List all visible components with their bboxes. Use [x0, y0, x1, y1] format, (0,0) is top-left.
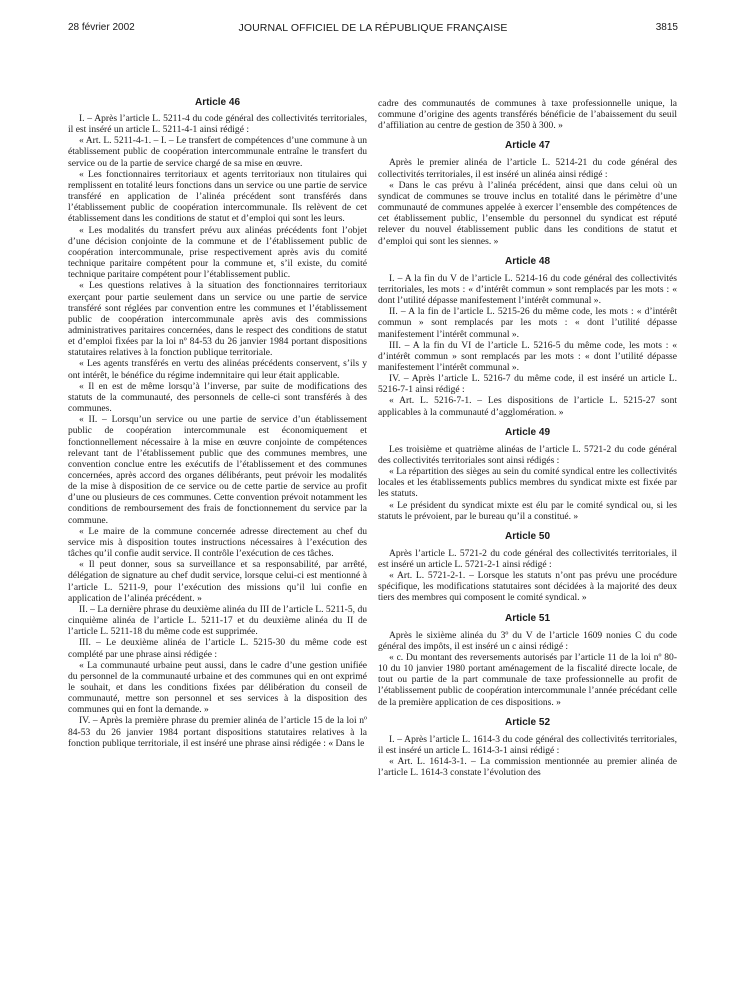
paragraph: « Les fonctionnaires territoriaux et agents territoriaux non titulaires qui remplissent en totalité leurs fonctions dans un service ou une partie de service transféré en application de l’alinéa précédent sont transférés dans l’établissement public de coopération intercommunale. Ils relèvent de cet établissement dans les conditions de statut et d’emploi qui sont les leurs.: [68, 168, 367, 225]
paragraph: « c. Du montant des reversements autorisés par l’article 11 de la loi nº 80-10 du 10 janvier 1980 portant aménagement de la fiscalité directe locale, de tout ou partie de la part communale de taxe professionnelle au profit de l’établissement public de coopération intercommunale l’année précédant celle de la première application de ces dispositions. »: [378, 651, 677, 708]
paragraph: Après le sixième alinéa du 3º du V de l’article 1609 nonies C du code général des impôts, il est inséré un c ainsi rédigé :: [378, 629, 677, 652]
paragraph: « La répartition des sièges au sein du comité syndical entre les collectivités locales et les établissements publics membres du syndicat mixte est fixée par les statuts.: [378, 466, 677, 500]
page-number: 3815: [655, 22, 678, 33]
paragraph: I. – A la fin du V de l’article L. 5214-16 du code général des collectivités territoriales, les mots : « d’intérêt commun » sont remplacés par les mots : « dont l’utilité dépasse manifestement l’intérêt communal ».: [378, 272, 677, 307]
paragraph: II. – A la fin de l’article L. 5215-26 du même code, les mots : « d’intérêt commun » sont remplacés par les mots : « dont l’utilité dépasse manifestement l’intérêt communal ».: [378, 306, 677, 340]
article-heading: Article 50: [504, 530, 551, 542]
paragraph: I. – Après l’article L. 5211-4 du code général des collectivités territoriales, il est inséré un article L. 5211-4-1 ainsi rédigé :: [68, 113, 367, 136]
paragraph: « II. – Lorsqu’un service ou une partie de service d’un établissement public de coopération intercommunale est économiquement et fonctionnellement nécessaire à la mise en œuvre conjointe de compétences relevant tant de l’établissement public que des communes membres, une convention conclue entre les exécutifs de l’établissement et des communes concernées, après accord des organes délibérants, peut prévoir les modalités de la mise à disposition de ce service ou de cette partie de service au profit d’une ou plusieurs de ces communes. Cette convention prévoit notamment les conditions de remboursement des frais de fonctionnement du service par la commune.: [68, 414, 367, 526]
paragraph: « Il peut donner, sous sa surveillance et sa responsabilité, par arrêté, délégation de signature au chef dudit service, lorsque celui-ci est mentionné à l’article L. 5211-9, pour l’exécution des missions qu’il lui confie en application de l’alinéa précédent. »: [68, 559, 367, 604]
paragraph: « Il en est de même lorsqu’à l’inverse, par suite de modifications des statuts de la communauté, des personnels de celle-ci sont transférés à des communes.: [68, 380, 367, 415]
paragraph: Après le premier alinéa de l’article L. 5214-21 du code général des collectivités territoriales, il est inséré un alinéa ainsi rédigé :: [378, 157, 677, 180]
paragraph: III. – A la fin du VI de l’article L. 5216-5 du même code, les mots : « d’intérêt commun » sont remplacés par les mots : « dont l’utilité dépasse manifestement l’intérêt communal ».: [378, 339, 677, 373]
paragraph: « Les questions relatives à la situation des fonctionnaires territoriaux exerçant pour partie seulement dans un service ou une partie de service transféré sont réglées par convention entre les communes et l’établissement public de coopération intercommunale après avis des commissions administratives paritaires concernées, dans le respect des conditions de statut et d’emploi fixées par la loi nº 84-53 du 26 janvier 1984 portant dispositions statutaires relatives à la fonction publique territoriale.: [68, 280, 367, 359]
paragraph: III. – Le deuxième alinéa de l’article L. 5215-30 du même code est complété par une phrase ainsi rédigée :: [68, 637, 367, 660]
paragraph: Après l’article L. 5721-2 du code général des collectivités territoriales, il est inséré un article L. 5721-2-1 ainsi rédigé :: [378, 547, 677, 570]
paragraph: « Les agents transférés en vertu des alinéas précédents conservent, s’ils y ont intérêt, le bénéfice du régime indemnitaire qui leur était applicable.: [68, 358, 367, 381]
paragraph: IV. – Après l’article L. 5216-7 du même code, il est inséré un article L. 5216-7-1 ainsi rédigé :: [378, 373, 677, 396]
left-column: [68, 97, 367, 749]
article-heading: Article 46: [194, 97, 241, 108]
article-heading: Article 47: [504, 140, 551, 152]
paragraph: « Art. L. 5721-2-1. – Lorsque les statuts n’ont pas prévu une procédure spécifique, les modifications statutaires sont décidées à la majorité des deux tiers des membres qui composent le comité syndical. »: [378, 570, 677, 604]
paragraph: I. – Après l’article L. 1614-3 du code général des collectivités territoriales, il est inséré un article L. 1614-3-1 ainsi rédigé :: [378, 733, 677, 756]
publication-date: 28 février 2002: [68, 22, 135, 33]
paragraph: « Art. L. 5216-7-1. – Les dispositions de l’article L. 5215-27 sont applicables à la communauté d’agglomération. »: [378, 395, 677, 418]
paragraph: « Art. L. 1614-3-1. – La commission mentionnée au premier alinéa de l’article L. 1614-3 constate l’évolution des: [378, 756, 677, 779]
paragraph: « Dans le cas prévu à l’alinéa précédent, ainsi que dans celui où un syndicat de communes se trouve inclus en totalité dans le périmètre d’une communauté de communes appelée à exercer l’ensemble des compétences de cet établissement public, l’ensemble du personnel du syndicat est réputé relever du nouvel établissement public dans les conditions de statut et d’emploi qui sont les siennes. »: [378, 179, 677, 247]
paragraph: II. – La dernière phrase du deuxième alinéa du III de l’article L. 5211-5, du cinquième alinéa de l’article L. 5211-17 et du deuxième alinéa du II de l’article L. 5211-18 du même code est supprimée.: [68, 603, 367, 638]
article-heading: Article 52: [504, 716, 551, 728]
journal-title: JOURNAL OFFICIEL DE LA RÉPUBLIQUE FRANÇAISE: [238, 22, 508, 34]
right-column: [378, 98, 677, 778]
paragraph: « Le maire de la commune concernée adresse directement au chef du service mis à disposition toutes instructions nécessaires à l’exécution des tâches qu’il confie audit service. Il contrôle l’exécution de ces tâches.: [68, 525, 367, 560]
paragraph: « La communauté urbaine peut aussi, dans le cadre d’une gestion unifiée du personnel de la communauté urbaine et des communes qui en ont exprimé le souhait, et dans les conditions fixées par délibération du conseil de communauté, mettre son personnel et ses services à la disposition des communes qui en font la demande. »: [68, 659, 367, 716]
paragraph: « Les modalités du transfert prévu aux alinéas précédents font l’objet d’une décision conjointe de la commune et de l’établissement public de coopération intercommunale, prise respectivement après avis du comité technique paritaire compétent pour la commune et, s’il existe, du comité technique paritaire compétent pour l’établissement public.: [68, 224, 367, 281]
continued-paragraph: cadre des communautés de communes à taxe professionnelle unique, la commune d’origine des agents transférés bénéficie de l’abaissement du seuil d’affiliation au centre de gestion de 350 à 300. »: [378, 98, 677, 132]
paragraph: « Le président du syndicat mixte est élu par le comité syndical ou, si les statuts le prévoient, par le bureau qu’il a constitué. »: [378, 499, 677, 522]
paragraph: « Art. L. 5211-4-1. – I. – Le transfert de compétences d’une commune à un établissement public de coopération intercommunale entraîne le transfert du service ou de la partie de service chargé de sa mise en œuvre.: [68, 135, 367, 169]
paragraph: IV. – Après la première phrase du premier alinéa de l’article 15 de la loi nº 84-53 du 26 janvier 1984 portant dispositions statutaires relatives à la fonction publique territoriale, il est inséré une phrase ainsi rédigée : « Dans le: [68, 715, 367, 749]
article-heading: Article 48: [504, 255, 551, 267]
paragraph: Les troisième et quatrième alinéas de l’article L. 5721-2 du code général des collectivités territoriales sont ainsi rédigés :: [378, 443, 677, 466]
page-header: [68, 22, 678, 38]
article-heading: Article 51: [504, 612, 551, 624]
article-heading: Article 49: [504, 426, 551, 438]
